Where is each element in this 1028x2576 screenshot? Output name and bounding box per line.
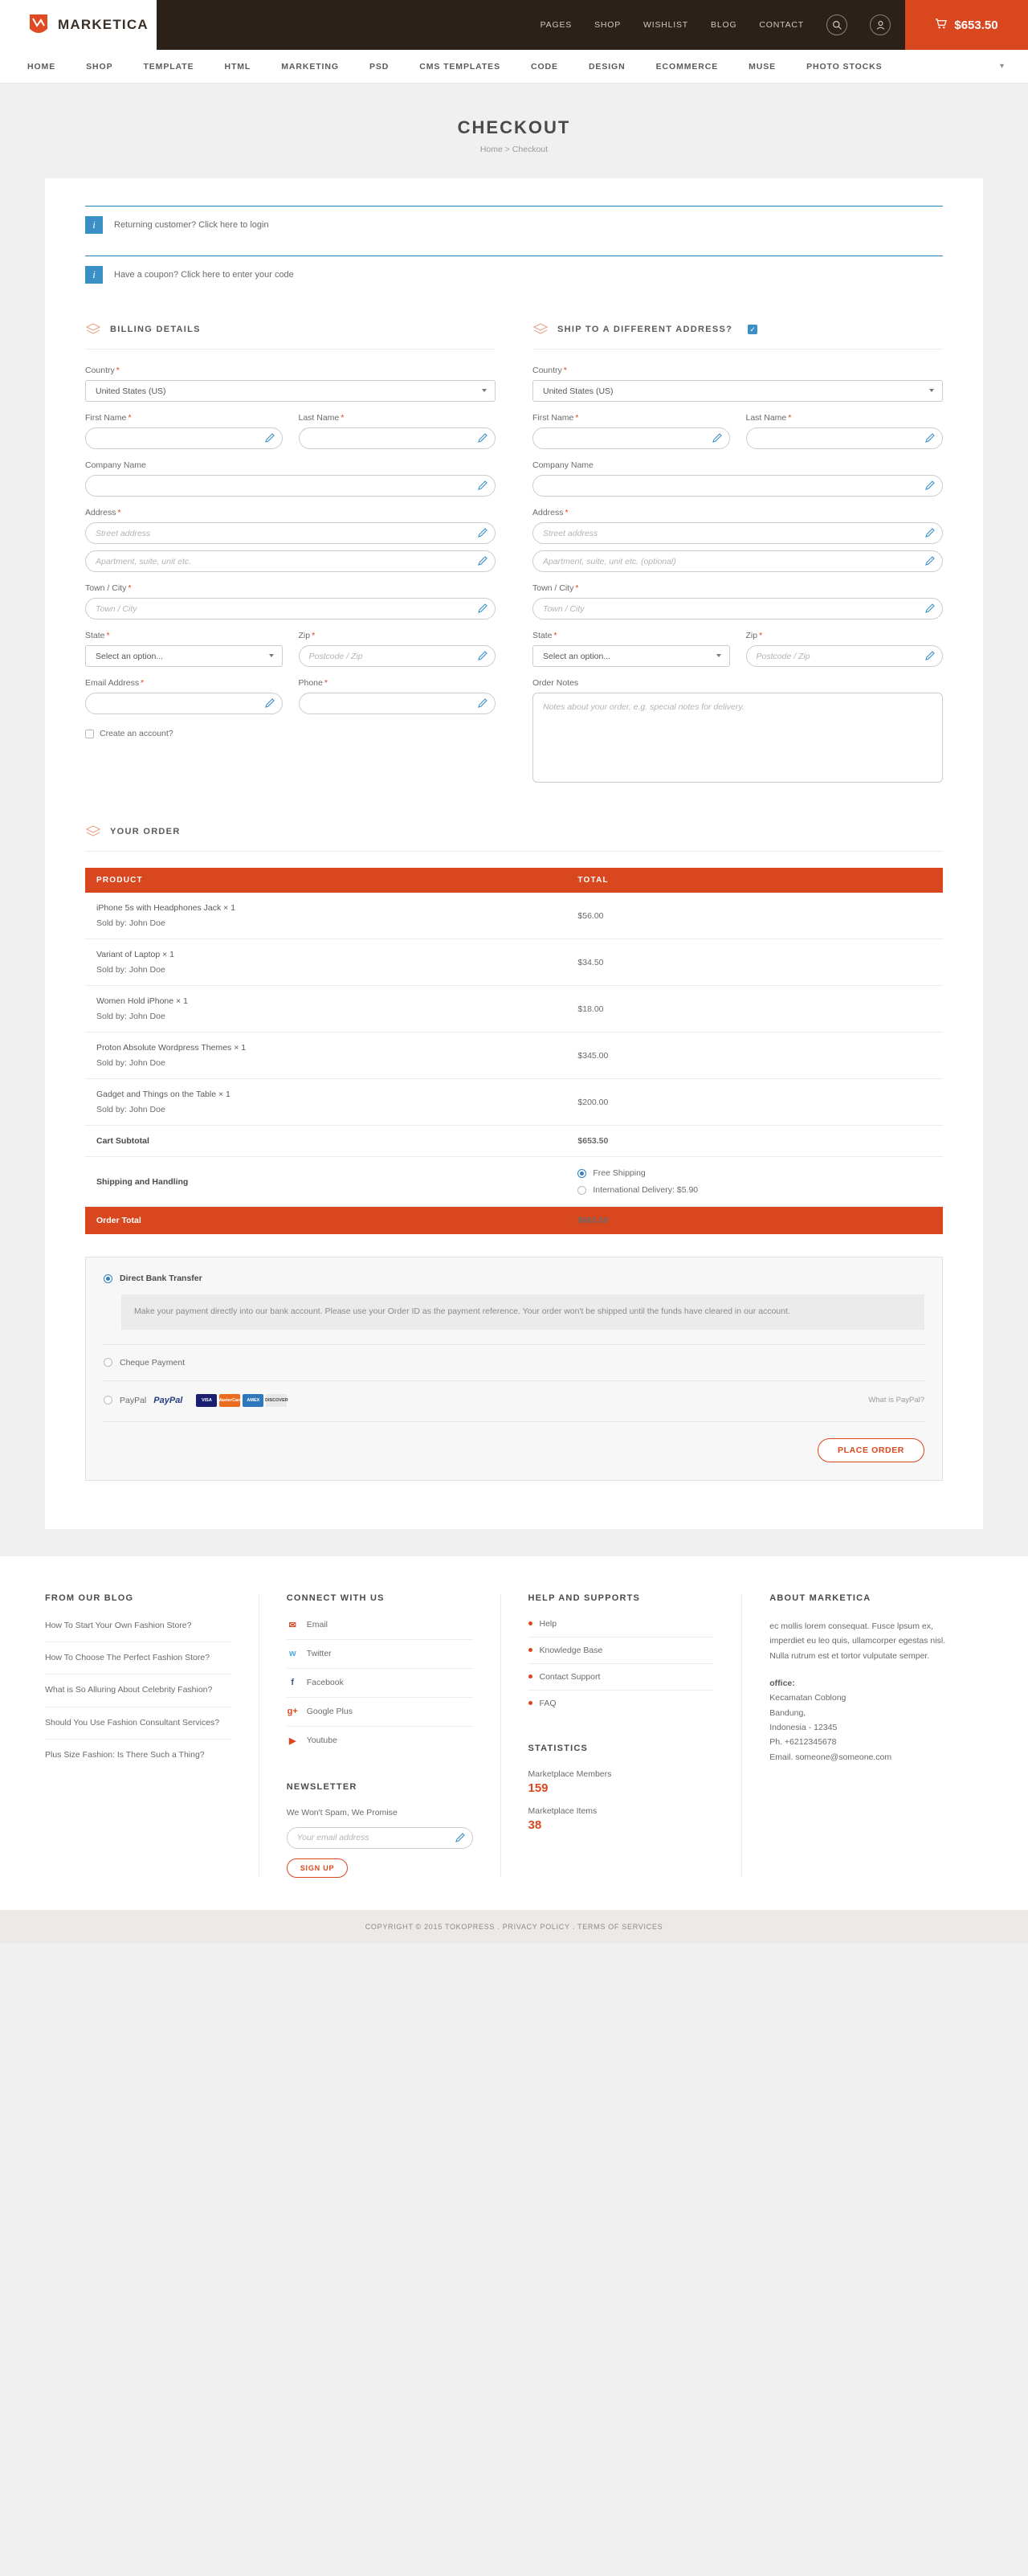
- office-line: Indonesia - 12345: [769, 1723, 838, 1733]
- user-icon[interactable]: [870, 14, 891, 35]
- create-account-checkbox[interactable]: [85, 730, 94, 738]
- payment-footer: [104, 1421, 924, 1462]
- footer-help-column: [500, 1593, 742, 1878]
- billing-column: [85, 321, 496, 787]
- discover-icon: DISCOVER: [266, 1394, 287, 1407]
- top-link-pages[interactable]: PAGES: [540, 20, 573, 30]
- billing-city-field[interactable]: [85, 598, 496, 619]
- office-line: Kecamatan Coblong: [769, 1693, 846, 1703]
- nav-psd[interactable]: PSD: [369, 61, 390, 72]
- shipping-address1-input[interactable]: [532, 522, 943, 544]
- product-price: $345.00: [557, 1032, 943, 1079]
- help-label: FAQ: [539, 1698, 557, 1708]
- col-total: TOTAL: [557, 868, 943, 893]
- info-icon: i: [85, 266, 103, 284]
- shipping-row: [85, 1157, 943, 1207]
- shipping-zip-label: Zip *: [745, 631, 763, 640]
- office-line: Email. someone@someone.com: [769, 1752, 892, 1762]
- blog-post-link[interactable]: What is So Alluring About Celebrity Fashion?: [45, 1683, 231, 1707]
- social-label: Twitter: [306, 1649, 332, 1659]
- shipping-company-label: Company Name: [532, 460, 594, 470]
- office-line: Ph. +6212345678: [769, 1737, 837, 1748]
- shipping-lastname-field[interactable]: [746, 427, 944, 449]
- product-seller: Sold by: John Doe: [96, 1012, 165, 1021]
- payment-direct-bank[interactable]: [104, 1274, 924, 1283]
- shipping-country-select[interactable]: [532, 380, 943, 402]
- top-link-shop[interactable]: SHOP: [594, 20, 622, 30]
- shipping-state-label: State *: [532, 631, 557, 640]
- table-row: [85, 1079, 943, 1126]
- coupon-notice[interactable]: [85, 256, 943, 294]
- visa-icon: VISA: [196, 1394, 217, 1407]
- product-name: Gadget and Things on the Table × 1: [96, 1090, 230, 1099]
- order-total-row: [85, 1207, 943, 1235]
- order-notes-label: Order Notes: [532, 678, 579, 688]
- stack-icon: [85, 824, 101, 840]
- what-is-paypal-link[interactable]: What is PayPal?: [868, 1396, 924, 1405]
- nav-html[interactable]: HTML: [224, 61, 251, 72]
- footer-connect-title: CONNECT WITH US: [286, 1593, 385, 1603]
- twitter-icon: w: [288, 1649, 296, 1659]
- shipping-state-field[interactable]: [532, 645, 730, 667]
- stat-value-members: 159: [528, 1781, 549, 1795]
- social-label: Email: [306, 1620, 328, 1630]
- billing-email-field[interactable]: [85, 693, 283, 714]
- footer-about-column: [741, 1593, 983, 1878]
- order-total-label: Order Total: [85, 1207, 557, 1235]
- cart-subtotal-row: [85, 1126, 943, 1157]
- payment-methods: [85, 1257, 943, 1481]
- office-label: office:: [769, 1678, 795, 1688]
- billing-zip-field[interactable]: [299, 645, 496, 667]
- footer-connect-column: [259, 1593, 500, 1878]
- google-plus-icon: g+: [287, 1707, 298, 1717]
- shipping-title: SHIP TO A DIFFERENT ADDRESS?: [557, 325, 733, 334]
- billing-country-select[interactable]: [85, 380, 496, 402]
- help-label: Knowledge Base: [539, 1645, 603, 1655]
- table-row: [85, 939, 943, 986]
- shipping-address2-field[interactable]: [532, 550, 943, 572]
- billing-firstname-label: First Name *: [85, 413, 132, 423]
- shipping-company-field[interactable]: [532, 475, 943, 497]
- billing-phone-label: Phone *: [298, 678, 328, 688]
- bullet-icon: [528, 1674, 532, 1678]
- main-nav: [0, 50, 1028, 84]
- help-label: Contact Support: [539, 1671, 601, 1682]
- billing-email-label: Email Address *: [85, 678, 145, 688]
- shipping-firstname-field[interactable]: [532, 427, 730, 449]
- paypal-label: PayPal: [120, 1395, 147, 1405]
- footer-blog-column: [45, 1593, 259, 1878]
- product-name: Women Hold iPhone × 1: [96, 996, 188, 1006]
- stat-value-items: 38: [528, 1818, 542, 1832]
- cart-subtotal-label: Cart Subtotal: [85, 1126, 557, 1157]
- help-label: Help: [539, 1618, 557, 1629]
- blog-post-link[interactable]: Should You Use Fashion Consultant Services?: [45, 1716, 231, 1740]
- page-header: [0, 84, 1028, 178]
- billing-zip-input[interactable]: [299, 645, 496, 667]
- nav-muse[interactable]: MUSE: [749, 61, 777, 72]
- shipping-state-select[interactable]: [532, 645, 730, 667]
- bullet-icon: [528, 1621, 532, 1625]
- stat-label-items: Marketplace Items: [528, 1805, 598, 1816]
- stat-label-members: Marketplace Members: [528, 1768, 612, 1779]
- create-account-row[interactable]: [85, 729, 496, 738]
- nav-code[interactable]: CODE: [531, 61, 558, 72]
- nav-cms-templates[interactable]: CMS TEMPLATES: [419, 61, 500, 72]
- cart-subtotal-value: $653.50: [557, 1126, 943, 1157]
- table-row: [85, 893, 943, 939]
- social-link-youtube[interactable]: [287, 1735, 473, 1755]
- your-order-heading: [85, 824, 943, 852]
- shipping-company-input[interactable]: [532, 475, 943, 497]
- shipping-country-label: Country *: [532, 366, 567, 375]
- stack-icon: [532, 321, 549, 337]
- shipping-label: Shipping and Handling: [85, 1157, 557, 1207]
- shipping-city-field[interactable]: [532, 598, 943, 619]
- cart-button[interactable]: [905, 0, 1028, 50]
- top-link-blog[interactable]: BLOG: [711, 20, 737, 30]
- shipping-zip-input[interactable]: [746, 645, 944, 667]
- payment-cheque[interactable]: [104, 1345, 924, 1368]
- radio-paypal[interactable]: [104, 1396, 112, 1405]
- marketica-logo-icon: [27, 13, 50, 37]
- place-order-button[interactable]: PLACE ORDER: [818, 1438, 924, 1462]
- copyright-text: COPYRIGHT © 2015 TOKOPRESS: [365, 1922, 496, 1931]
- radio-free-shipping[interactable]: [577, 1169, 586, 1178]
- direct-bank-label: Direct Bank Transfer: [120, 1274, 202, 1283]
- radio-direct-bank-transfer[interactable]: [104, 1274, 112, 1283]
- cart-icon: [935, 18, 947, 32]
- newsletter-email-field[interactable]: [287, 1827, 473, 1849]
- copyright-bar: COPYRIGHT © 2015 TOKOPRESS . PRIVACY POLICY . TERMS OF SERVICES: [0, 1910, 1028, 1944]
- address-columns: [85, 321, 943, 787]
- billing-lastname-field[interactable]: [299, 427, 496, 449]
- help-link-faq[interactable]: [528, 1699, 715, 1716]
- create-account-label: Create an account?: [100, 729, 173, 738]
- ship-different-checkbox[interactable]: ✓: [748, 325, 757, 334]
- product-price: $200.00: [557, 1079, 943, 1126]
- top-nav: [157, 0, 905, 50]
- top-link-wishlist[interactable]: WISHLIST: [643, 20, 689, 30]
- envelope-icon: ✉: [288, 1620, 296, 1630]
- shipping-firstname-input[interactable]: [532, 427, 730, 449]
- billing-company-input[interactable]: [85, 475, 496, 497]
- product-seller: Sold by: John Doe: [96, 918, 165, 928]
- social-link-facebook[interactable]: [287, 1677, 473, 1698]
- billing-state-field[interactable]: [85, 645, 283, 667]
- social-link-twitter[interactable]: [287, 1648, 473, 1669]
- shipping-city-label: Town / City *: [532, 583, 579, 593]
- billing-address1-input[interactable]: [85, 522, 496, 544]
- login-notice[interactable]: [85, 206, 943, 244]
- bullet-icon: [528, 1648, 532, 1652]
- statistics-title: STATISTICS: [528, 1743, 589, 1753]
- billing-title: BILLING DETAILS: [110, 325, 201, 334]
- shipping-city-input[interactable]: [532, 598, 943, 619]
- coupon-notice-text[interactable]: Have a coupon? Click here to enter your code: [114, 270, 294, 280]
- product-name: Variant of Laptop × 1: [96, 950, 175, 959]
- product-name: Proton Absolute Wordpress Themes × 1: [96, 1043, 247, 1053]
- office-line: Bandung,: [769, 1707, 806, 1718]
- table-row: [85, 986, 943, 1032]
- newsletter-signup-button[interactable]: SIGN UP: [287, 1858, 349, 1878]
- billing-firstname-field[interactable]: [85, 427, 283, 449]
- billing-email-input[interactable]: [85, 693, 283, 714]
- nav-design[interactable]: DESIGN: [588, 61, 626, 72]
- product-seller: Sold by: John Doe: [96, 965, 165, 975]
- checkout-card: [45, 178, 983, 1529]
- order-table: [85, 868, 943, 1234]
- brand-name: MARKETICA: [58, 17, 149, 32]
- product-price: $18.00: [557, 986, 943, 1032]
- billing-country-label: Country *: [85, 366, 120, 375]
- product-price: $34.50: [557, 939, 943, 986]
- site-footer: [0, 1556, 1028, 1910]
- billing-address2-input[interactable]: [85, 550, 496, 572]
- radio-international-delivery[interactable]: [577, 1186, 586, 1195]
- shipping-option-free[interactable]: [577, 1168, 932, 1178]
- page-title: CHECKOUT: [457, 117, 571, 137]
- shipping-heading: [532, 321, 943, 350]
- cart-total: $653.50: [954, 18, 998, 32]
- info-icon: i: [85, 216, 103, 234]
- newsletter-title: NEWSLETTER: [286, 1781, 357, 1792]
- billing-address2-field[interactable]: [85, 550, 496, 572]
- billing-state-label: State *: [85, 631, 110, 640]
- social-link-email[interactable]: [287, 1619, 473, 1640]
- newsletter-email-input[interactable]: [287, 1827, 473, 1849]
- payment-paypal[interactable]: [104, 1381, 924, 1407]
- search-icon[interactable]: [826, 14, 847, 35]
- shipping-zip-field[interactable]: [746, 645, 944, 667]
- billing-state-select[interactable]: [85, 645, 283, 667]
- order-total-value: $653.50: [557, 1207, 943, 1235]
- blog-post-link[interactable]: How To Start Your Own Fashion Store?: [45, 1619, 231, 1642]
- privacy-policy-link[interactable]: PRIVACY POLICY: [502, 1922, 570, 1931]
- product-name: iPhone 5s with Headphones Jack × 1: [96, 903, 236, 913]
- help-link-help[interactable]: [528, 1619, 715, 1638]
- social-link-google-plus[interactable]: [287, 1706, 473, 1727]
- chevron-down-icon[interactable]: ▾: [999, 62, 1004, 71]
- nav-marketing[interactable]: MARKETING: [281, 61, 339, 72]
- stack-icon: [85, 321, 101, 337]
- nav-home[interactable]: HOME: [27, 61, 56, 72]
- about-text: ec mollis lorem consequat. Fusce lpsum ex, imperdiet eu leo quis, ullamcorper egestas nisl. Nulla rutrum est et tortor vulputate semper.: [769, 1621, 946, 1661]
- shipping-address2-input[interactable]: [532, 550, 943, 572]
- bullet-icon: [528, 1701, 532, 1705]
- nav-ecommerce[interactable]: ECOMMERCE: [655, 61, 719, 72]
- order-notes-textarea[interactable]: [532, 693, 943, 783]
- logo[interactable]: [0, 0, 157, 50]
- youtube-icon: ▶: [289, 1736, 296, 1746]
- billing-lastname-label: Last Name *: [298, 413, 345, 423]
- shipping-address-label: Address *: [532, 508, 569, 517]
- social-label: Google Plus: [306, 1707, 353, 1717]
- shipping-option-international[interactable]: [577, 1185, 932, 1195]
- paypal-logo-icon: PayPal: [153, 1395, 183, 1405]
- footer-blog-title: FROM OUR BLOG: [45, 1593, 134, 1603]
- shipping-column: [532, 321, 943, 787]
- help-link-contact-support[interactable]: [528, 1672, 715, 1691]
- billing-city-input[interactable]: [85, 598, 496, 619]
- shipping-option-free-label: Free Shipping: [593, 1168, 646, 1178]
- billing-company-label: Company Name: [85, 460, 146, 470]
- table-row: [85, 1032, 943, 1079]
- nav-shop[interactable]: SHOP: [86, 61, 113, 72]
- direct-bank-description: Make your payment directly into our bank account. Please use your Order ID as the payment reference. Your order won't be shipped until the funds have cleared in our account.: [121, 1294, 924, 1330]
- billing-phone-input[interactable]: [299, 693, 496, 714]
- billing-lastname-input[interactable]: [299, 427, 496, 449]
- billing-zip-label: Zip *: [298, 631, 316, 640]
- blog-post-link[interactable]: How To Choose The Perfect Fashion Store?: [45, 1651, 231, 1674]
- product-seller: Sold by: John Doe: [96, 1058, 165, 1068]
- billing-address-label: Address *: [85, 508, 121, 517]
- your-order-title: YOUR ORDER: [110, 827, 181, 836]
- cheque-label: Cheque Payment: [120, 1357, 186, 1368]
- shipping-lastname-label: Last Name *: [745, 413, 792, 423]
- mastercard-icon: MasterCard: [219, 1394, 240, 1407]
- top-link-contact[interactable]: CONTACT: [759, 20, 804, 30]
- footer-about-title: ABOUT MARKETICA: [769, 1593, 871, 1603]
- billing-country-field[interactable]: [85, 380, 496, 402]
- help-link-knowledge-base[interactable]: [528, 1646, 715, 1664]
- nav-photo-stocks[interactable]: PHOTO STOCKS: [806, 61, 883, 72]
- facebook-icon: f: [291, 1678, 295, 1688]
- login-notice-text[interactable]: Returning customer? Click here to login: [114, 220, 269, 230]
- shipping-address1-field[interactable]: [532, 522, 943, 544]
- shipping-firstname-label: First Name *: [532, 413, 579, 423]
- billing-city-label: Town / City *: [85, 583, 132, 593]
- card-logos: [196, 1394, 287, 1407]
- breadcrumb: Home > Checkout: [479, 145, 549, 154]
- footer-help-title: HELP AND SUPPORTS: [528, 1593, 641, 1603]
- order-table-head: [85, 868, 943, 893]
- product-seller: Sold by: John Doe: [96, 1105, 165, 1114]
- amex-icon: AMEX: [243, 1394, 263, 1407]
- product-price: $56.00: [557, 893, 943, 939]
- billing-heading: [85, 321, 496, 350]
- social-label: Youtube: [306, 1736, 337, 1746]
- billing-address1-field[interactable]: [85, 522, 496, 544]
- shipping-option-international-label: International Delivery: $5.90: [593, 1185, 699, 1195]
- nav-template[interactable]: TEMPLATE: [143, 61, 194, 72]
- blog-post-link[interactable]: Plus Size Fashion: Is There Such a Thing?: [45, 1750, 205, 1760]
- social-label: Facebook: [306, 1678, 344, 1688]
- radio-cheque-payment[interactable]: [104, 1358, 112, 1367]
- col-product: PRODUCT: [85, 868, 557, 893]
- shipping-lastname-input[interactable]: [746, 427, 944, 449]
- billing-company-field[interactable]: [85, 475, 496, 497]
- shipping-country-field[interactable]: [532, 380, 943, 402]
- billing-firstname-input[interactable]: [85, 427, 283, 449]
- top-bar: [0, 0, 1028, 50]
- billing-phone-field[interactable]: [299, 693, 496, 714]
- terms-of-services-link[interactable]: TERMS OF SERVICES: [577, 1922, 663, 1931]
- newsletter-note: We Won't Spam, We Promise: [286, 1807, 398, 1818]
